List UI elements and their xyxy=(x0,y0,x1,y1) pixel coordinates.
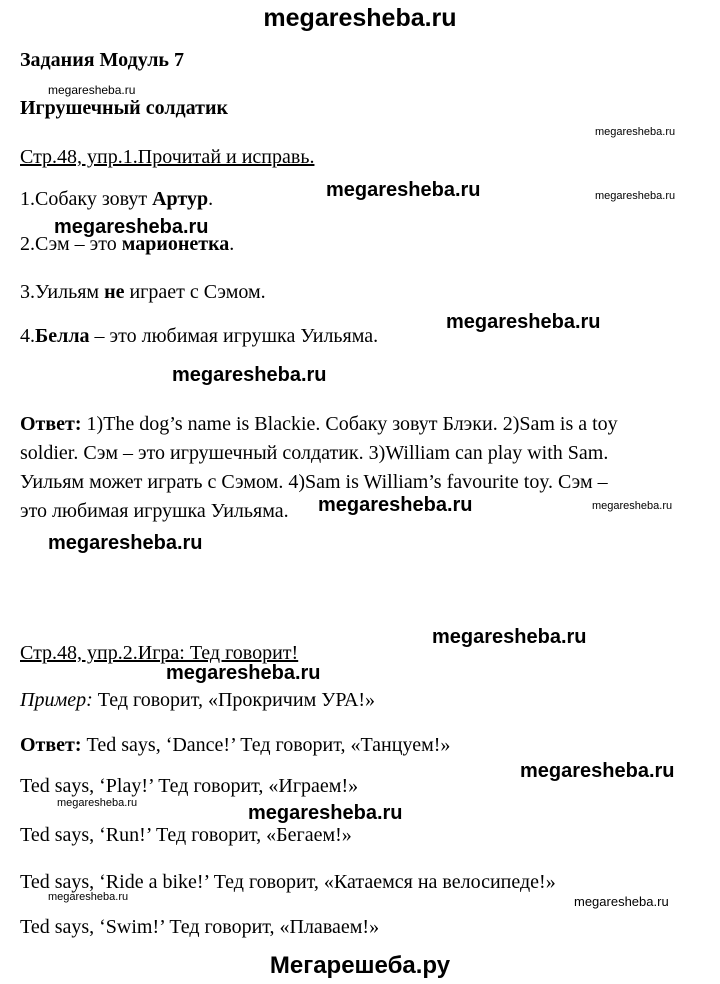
site-header: megaresheba.ru xyxy=(263,4,457,32)
watermark: megaresheba.ru xyxy=(318,494,473,516)
watermark: megaresheba.ru xyxy=(48,891,129,903)
example-text: Тед говорит, «Прокричим УРА!» xyxy=(92,689,376,711)
answer-line xyxy=(20,733,450,757)
answer-text: 1)The dog’s name is Blackie. Собаку зовут Блэки. 2)Sam is a toy xyxy=(81,413,618,435)
item-text: – это любимая игрушка Уильяма. xyxy=(89,325,379,347)
watermark: megaresheba.ru xyxy=(520,760,675,782)
answer-text: Ted says, ‘Dance!’ Тед говорит, «Танцуем!» xyxy=(81,734,451,756)
item-text: . xyxy=(229,233,235,255)
example-line xyxy=(20,688,375,712)
topic-title: Игрушечный солдатик xyxy=(20,97,229,119)
watermark: megaresheba.ru xyxy=(54,216,209,238)
item-text: 4. xyxy=(20,325,35,347)
watermark: megaresheba.ru xyxy=(248,802,403,824)
item-bold: Артур xyxy=(152,188,209,210)
item-bold: Белла xyxy=(35,325,90,347)
answer-line: soldier. Сэм – это игрушечный солдатик. 3)William can play with Sam. xyxy=(20,442,609,464)
answer-line: это любимая игрушка Уильяма. xyxy=(20,500,289,522)
answer-line: Ted says, ‘Ride a bike!’ Тед говорит, «Катаемся на велосипеде!» xyxy=(20,871,556,893)
module-title: Задания Модуль 7 xyxy=(20,49,184,71)
site-footer: Мегарешеба.ру xyxy=(269,952,451,979)
exercise-2-heading: Стр.48, упр.2.Игра: Тед говорит! xyxy=(20,642,299,664)
watermark: megaresheba.ru xyxy=(574,894,669,909)
watermark: megaresheba.ru xyxy=(166,662,321,684)
answer-line xyxy=(20,412,618,436)
watermark: megaresheba.ru xyxy=(326,179,481,201)
exercise-1-heading: Стр.48, упр.1.Прочитай и исправь. xyxy=(20,146,315,168)
watermark: megaresheba.ru xyxy=(48,532,203,554)
exercise-1-item xyxy=(20,187,213,211)
exercise-1-item xyxy=(20,280,266,304)
exercise-1-item xyxy=(20,324,378,348)
watermark: megaresheba.ru xyxy=(57,797,138,809)
watermark: megaresheba.ru xyxy=(446,311,601,333)
item-text: . xyxy=(208,188,214,210)
watermark: megaresheba.ru xyxy=(595,126,676,138)
watermark: megaresheba.ru xyxy=(595,190,676,202)
item-bold: не xyxy=(104,281,125,303)
watermark: megaresheba.ru xyxy=(172,364,327,386)
answer-line: Ted says, ‘Play!’ Тед говорит, «Играем!» xyxy=(20,775,359,797)
watermark: megaresheba.ru xyxy=(432,626,587,648)
answer-label: Ответ: xyxy=(20,734,82,756)
answer-line: Ted says, ‘Swim!’ Тед говорит, «Плаваем!» xyxy=(20,916,380,938)
watermark: megaresheba.ru xyxy=(592,500,673,512)
item-text: 3.Уильям xyxy=(20,281,105,303)
item-text: 1.Собаку зовут xyxy=(20,188,153,210)
answer-line: Уильям может играть с Сэмом. 4)Sam is William’s favourite toy. Сэм – xyxy=(20,471,608,493)
example-label: Пример: xyxy=(20,689,93,711)
answer-line: Ted says, ‘Run!’ Тед говорит, «Бегаем!» xyxy=(20,824,352,846)
item-text: 2.Сэм – это xyxy=(20,233,122,255)
item-bold: марионетка xyxy=(121,233,230,255)
answer-label: Ответ: xyxy=(20,413,82,435)
watermark: megaresheba.ru xyxy=(48,83,136,97)
exercise-1-item xyxy=(20,232,234,256)
item-text: играет с Сэмом. xyxy=(124,281,266,303)
